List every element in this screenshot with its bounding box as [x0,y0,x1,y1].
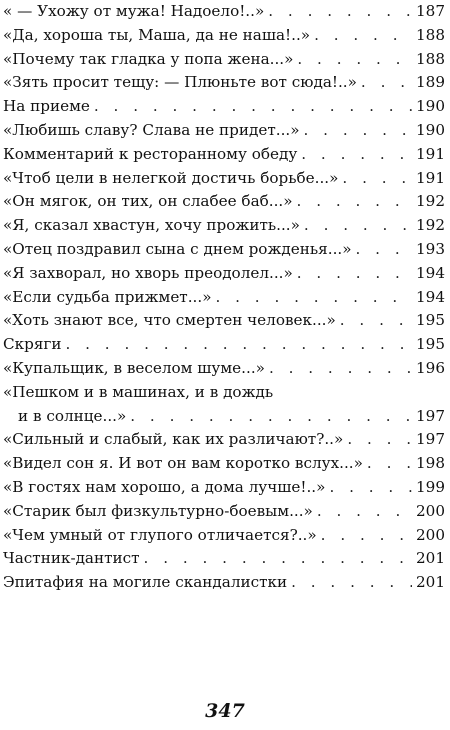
toc-entry-title: «Хоть знают все, что смертен человек...» [3,311,336,330]
dot-leader [367,452,412,476]
toc-entry [3,524,445,548]
toc-entry-page: 201 [416,573,445,592]
toc-entry [3,500,445,524]
toc-entry [3,262,445,286]
toc-entry-page: 193 [416,239,445,258]
toc-entry-page: 191 [416,144,445,163]
toc-entry-title: «Сильный и слабый, как их различают?..» [3,430,344,449]
toc-entry-title: «Если судьба прижмет...» [3,287,212,306]
toc-entry-title: «Любишь славу? Слава не придет...» [3,120,300,139]
toc-entry-continuation [3,405,445,429]
dot-leader [356,238,412,262]
toc-entry [3,381,445,429]
toc-entry-title: «Старик был физкультурно-боевым...» [3,501,313,520]
dot-leader [340,309,412,333]
toc-entry-page: 188 [416,49,445,68]
toc-entry [3,190,445,214]
toc-entry-title: «Я, сказал хвастун, хочу прожить...» [3,216,300,235]
dot-leader [66,333,413,357]
toc-entry-page: 194 [416,263,445,282]
toc-entry [3,238,445,262]
dot-leader [291,571,412,595]
toc-entry [3,428,445,452]
toc-entry-page: 197 [416,430,445,449]
dot-leader [94,95,412,119]
dot-leader [342,167,412,191]
toc-entry-page: 196 [416,358,445,377]
toc-entry-title: Частник-дантист [3,549,140,568]
toc-entry-page: 192 [416,216,445,235]
toc-entry [3,24,445,48]
toc-entry-page: 187 [416,2,445,20]
dot-leader [304,214,412,238]
toc-entry-title: «Чем умный от глупого отличается?..» [3,525,317,544]
dot-leader [361,71,412,95]
toc-entry-title: « — Ухожу от мужа! Надоело!..» [3,2,265,20]
toc-entry-page: 195 [416,335,445,354]
toc-entry-title-line2: и в солнце...» [18,406,127,425]
dot-leader [347,428,412,452]
toc-entry-title: «Я захворал, но хворь преодолел...» [3,263,293,282]
dot-leader [301,143,412,167]
toc-entry-title: «Зять просит тещу: — Плюньте вот сюда!..» [3,73,357,92]
page-number: 347 [205,700,245,722]
dot-leader [314,24,412,48]
toc-entry [3,143,445,167]
toc-entry-page: 191 [416,168,445,187]
dot-leader [329,476,412,500]
toc-entry-page: 190 [416,97,445,116]
toc-entry [3,48,445,72]
toc-entry-title: «Да, хороша ты, Маша, да не наша!..» [3,25,311,44]
dot-leader [321,524,412,548]
toc-entry [3,452,445,476]
toc-entry [3,119,445,143]
toc-entry [3,214,445,238]
toc-entry-page: 194 [416,287,445,306]
toc-entry-title: «Купальщик, в веселом шуме...» [3,358,265,377]
toc-entry-title: «Видел сон я. И вот он вам коротко вслух...» [3,454,363,473]
toc-entry-page: 201 [416,549,445,568]
toc-entry-page: 188 [416,25,445,44]
toc-entry-title: «В гостях нам хорошо, а дома лучше!..» [3,477,326,496]
toc-entry-title: «Отец поздравил сына с днем рожденья...» [3,239,352,258]
dot-leader [144,547,412,571]
toc-entry-title: «Почему так гладка у попа жена...» [3,49,294,68]
toc-entry [3,95,445,119]
toc-entry [3,357,445,381]
toc-entry-title: Скряги [3,335,62,354]
toc-entry [3,547,445,571]
dot-leader [297,190,412,214]
toc-entry [3,333,445,357]
toc-entry-title: «Он мягок, он тих, он слабее баб...» [3,192,293,211]
toc-entry-page: 189 [416,73,445,92]
toc-entry-title: Комментарий к ресторанному обеду [3,144,298,163]
toc-entry [3,476,445,500]
toc-entry-page: 200 [416,501,445,520]
toc-entry-page: 192 [416,192,445,211]
dot-leader [297,262,412,286]
toc-entry-page: 200 [416,525,445,544]
toc-entry [3,571,445,595]
toc-entry-title: На приеме [3,97,90,116]
dot-leader [130,405,412,429]
toc-entry [3,309,445,333]
dot-leader [317,500,412,524]
table-of-contents [3,0,445,595]
toc-entry [3,167,445,191]
dot-leader [304,119,412,143]
dot-leader [216,286,413,310]
toc-entry-title: «Чтоб цели в нелегкой достичь борьбе...» [3,168,339,187]
toc-entry-title: Эпитафия на могиле скандалистки [3,573,288,592]
toc-entry-page: 199 [416,477,445,496]
toc-entry-page: 198 [416,454,445,473]
toc-entry [3,71,445,95]
toc-entry [3,0,445,24]
dot-leader [268,0,412,24]
dot-leader [269,357,412,381]
toc-entry-page: 197 [416,406,445,425]
dot-leader [297,48,412,72]
toc-entry-page: 190 [416,120,445,139]
toc-entry-title: «Пешком и в машинах, и в дождь [3,382,274,401]
toc-entry [3,286,445,310]
toc-entry-page: 195 [416,311,445,330]
